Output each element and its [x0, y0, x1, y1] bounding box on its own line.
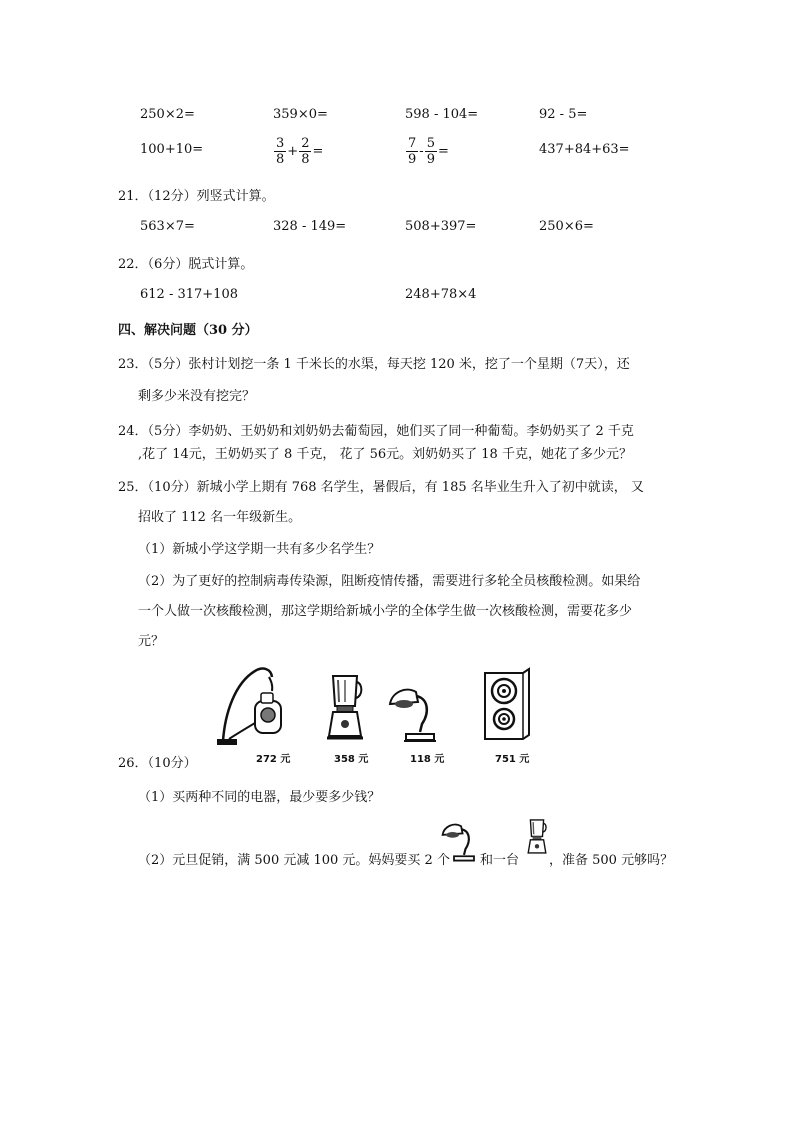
q26-title: 26．（10分）: [118, 756, 197, 771]
expr-92-5: 92 - 5=: [539, 107, 588, 122]
desk-lamp-icon-small: [440, 822, 478, 862]
q25-line-1: 25．（10分）新城小学上期有 768 名学生，暑假后，有 185 名毕业生升入了初中就读， 又: [118, 480, 644, 495]
q21-item-1: 563×7=: [140, 219, 195, 234]
section-heading: 四、解决问题（30 分）: [118, 323, 258, 338]
expr-fraction-add: $\frac{3}{8}$ + $\frac{2}{8}$ =: [276, 136, 324, 167]
expr-437+84+63: 437+84+63=: [539, 142, 630, 157]
expr-598-104: 598 - 104=: [405, 107, 479, 122]
q26-sub-2-part-2: 和一台: [480, 853, 520, 868]
q21-item-4: 250×6=: [539, 219, 594, 234]
q26-sub-1: （1）买两种不同的电器，最少要多少钱？: [138, 790, 381, 805]
q21-item-2: 328 - 149=: [273, 219, 347, 234]
blender-icon-small: [526, 814, 548, 860]
q25-sub-2-line-2: 一个人做一次核酸检测，那这学期给新城小学的全体学生做一次核酸检测，需要花多少: [138, 604, 633, 619]
q22-item-2: 248+78×4: [405, 287, 477, 302]
q26-sub-2-part-3: ，准备 500 元够吗？: [549, 853, 674, 868]
q21-title: 21．（12分）列竖式计算。: [118, 189, 275, 204]
q25-sub-1: （1）新城小学这学期一共有多少名学生？: [138, 542, 381, 557]
price-lamp: 118 元: [410, 754, 445, 765]
price-speaker: 751 元: [495, 754, 530, 765]
q25-sub-2-line-1: （2）为了更好的控制病毒传染源，阻断疫情传播，需要进行多轮全员核酸检测。如果给: [138, 574, 641, 589]
price-blender: 358 元: [334, 754, 369, 765]
expr-359x0: 359×0=: [273, 107, 328, 122]
blender-icon: [325, 672, 365, 742]
q24-line-2: ,花了 14元，王奶奶买了 8 千克， 花了 56元。刘奶奶买了 18 千克，她花了多少元？: [138, 447, 632, 462]
speaker-icon: [481, 669, 531, 741]
q25-sub-2-line-3: 元？: [138, 634, 165, 649]
desk-lamp-icon: [388, 686, 438, 742]
expr-fraction-sub: $\frac{7}{9}$ - $\frac{5}{9}$ =: [408, 136, 449, 167]
price-vacuum: 272 元: [256, 754, 291, 765]
q22-item-1: 612 - 317+108: [140, 287, 238, 302]
fraction-2-8: $\frac{2}{8}$: [301, 136, 310, 167]
q21-item-3: 508+397=: [405, 219, 477, 234]
q24-line-1: 24．（5分）李奶奶、王奶奶和刘奶奶去葡萄园，她们买了同一种葡萄。李奶奶买了 2 千克: [118, 424, 634, 439]
vacuum-cleaner-icon: [215, 663, 285, 748]
fraction-5-9: $\frac{5}{9}$: [426, 136, 435, 167]
q23-line-1: 23．（5分）张村计划挖一条 1 千米长的水渠，每天挖 120 米，挖了一个星期（7天），还: [118, 357, 630, 372]
expr-250x2: 250×2=: [140, 107, 195, 122]
fraction-7-9: $\frac{7}{9}$: [408, 136, 417, 167]
fraction-3-8: $\frac{3}{8}$: [276, 136, 285, 167]
q22-title: 22．（6分）脱式计算。: [118, 257, 254, 272]
q23-line-2: 剩多少米没有挖完？: [138, 389, 256, 404]
q26-sub-2-part-1: （2）元旦促销，满 500 元减 100 元。妈妈要买 2 个: [138, 853, 450, 868]
expr-100+10: 100+10=: [140, 142, 204, 157]
q25-line-2: 招收了 112 名一年级新生。: [138, 510, 302, 525]
